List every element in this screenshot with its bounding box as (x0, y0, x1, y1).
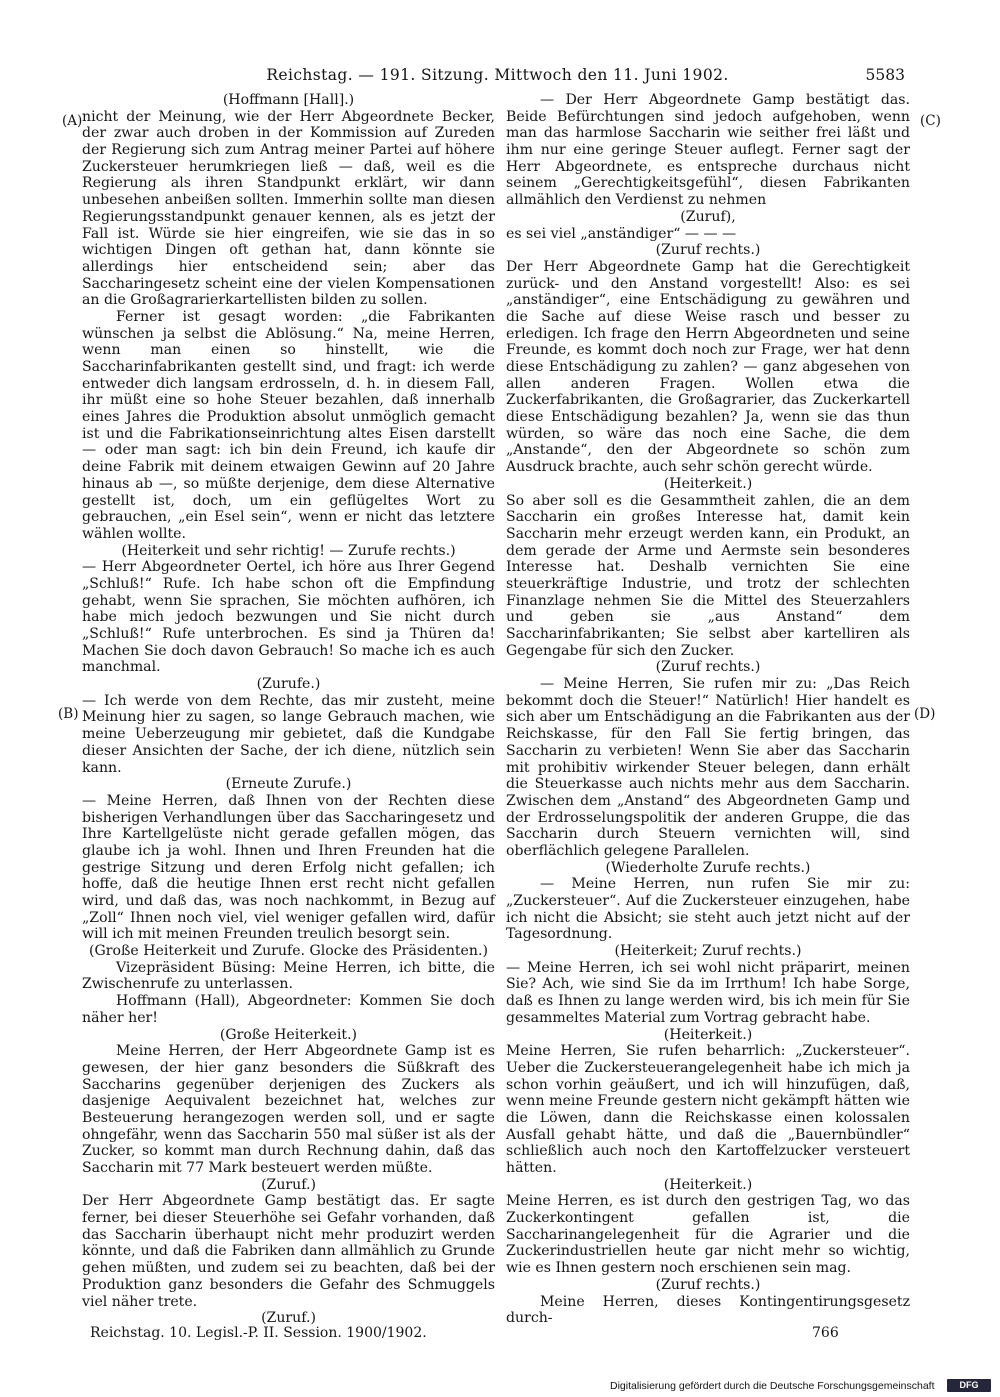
running-title: Reichstag. — 191. Sitzung. Mittwoch den 11. Juni 1902. (266, 66, 729, 84)
footer-session-info: Reichstag. 10. Legisl.-P. II. Session. 1900/1902. (90, 1325, 427, 1341)
interjection: (Heiterkeit; Zuruf rechts.) (614, 943, 802, 960)
paragraph: Meine Herren, der Herr Abgeordnete Gamp ist es gewesen, der hier ganz besonders die Süßkraft des Saccharins gegenüber derjenigen des Zuckers als dasjenige Aequivalent bezeichnet hat, welches zur Besteuerung herangezogen werden soll, und er sagte ohngefähr, wenn das Saccharin 550 mal süßer ist als der Zucker, so kommt man durch Rechnung dahin, daß das Saccharin mit 77 Mark besteuert werden müßte. (82, 1043, 495, 1176)
paragraph: — Meine Herren, Sie rufen mir zu: „Das Reich bekommt doch die Steuer!“ Natürlich! Hier handelt es sich aber um Entschädigung an die Fabrikanten aus der Reichskasse, für den Fall Sie fertig bringen, das Saccharin zu verbieten! Wenn Sie aber das Saccharin mit prohibitiv wirkender Steuer belegen, dann erhält die Steuerkasse auch nichts mehr aus dem Saccharin. Zwischen dem „Anstand“ des Abgeordneten Gamp und der Erdrosselungspolitik der anderen Gruppe, die das Saccharin durch Steuern vernichten will, sind oberflächlich gelegene Parallelen. (506, 676, 910, 859)
paragraph: Meine Herren, es ist durch den gestrigen Tag, wo das Zuckerkontingent gefallen ist, die Saccharinangelegenheit für die Agrarier und die Zuckerindustriellen heute gar nicht mehr so wichtig, wie es Ihnen gestern noch erschienen sein mag. (506, 1193, 910, 1277)
interjection: (Große Heiterkeit und Zurufe. Glocke des Präsidenten.) (89, 943, 488, 960)
interjection: (Zuruf rechts.) (655, 1276, 761, 1293)
speaker-paragraph: Hoffmann (Hall), Abgeordneter: Kommen Sie doch näher her! (82, 993, 495, 1026)
paragraph: — Meine Herren, daß Ihnen von der Rechten diese bisherigen Verhandlungen über das Saccharingesetz und Ihre Kartellgelüste nicht gerade gefallen mögen, das glaube ich ja wohl. Ihnen und Ihren Freunden hat die gestrige Sitzung und deren Erfolg nicht gefallen; ich hoffe, daß die heutige Ihnen erst recht nicht gefallen wird, und daß das, was noch nachkommt, in Bezug auf „Zoll“ Ihnen noch viel, viel weniger gefallen wird, dafür will ich mit meinen Freunden treulich besorgt sein. (82, 792, 495, 943)
interjection: (Wiederholte Zurufe rechts.) (605, 859, 811, 876)
paragraph: Der Herr Abgeordnete Gamp hat die Gerechtigkeit zurück- und den Anstand vorgestellt! Also: es sei „anständiger“, eine Entschädigung zu gewähren und die Sache auf diese Weise rasch und besser zu erledigen. Ich frage den Herrn Abgeordneten und seine Freunde, es kommt doch noch zur Frage, wer hat denn diese Entschädigung zu zahlen? — ganz abgesehen von allen anderen Fragen. Wollen etwa die Zuckerfabrikanten, die Großagrarier, das Zuckerkartell diese Entschädigung bezahlen? Ja, wenn sie das thun würden, so wäre das noch eine Sache, die dem „Anstande“, den der Abgeordnete so schön zum Ausdruck brachte, auch sehr schön gerecht würde. (506, 258, 910, 476)
speaker-paragraph: Vizepräsident Büsing: Meine Herren, ich bitte, die Zwischenrufe zu unterlassen. (82, 959, 495, 993)
paragraph: nicht der Meinung, wie der Herr Abgeordnete Becker, der zwar auch droben in der Kommission auf Zureden der Regierung sich zum Antrag meiner Partei auf höhere Zuckersteuer herumkriegen ließ — daß, weil es die Regierung als ihren Standpunkt erklärt, wir dann unbesehen anbeißen sollten. Immerhin sollte man diesen Regierungsstandpunkt genauer kennen, als es jetzt der Fall ist. Würde sie hier eingreifen, wie sie das in so wichtigen Dingen oft gethan hat, dann könnte sie allerdings hier entscheidend sein; aber das Saccharingesetz scheint eine der vielen Kompensationen an die Großagrarierkartellisten bilden zu sollen. (82, 108, 495, 309)
margin-letter-d: (D) (914, 706, 936, 722)
interjection: (Zuruf), (680, 208, 736, 225)
paragraph: — Meine Herren, nun rufen Sie mir zu: „Zuckersteuer“. Auf die Zuckersteuer einzugehen, habe ich nicht die Absicht; sie steht auch jetzt nicht auf der Tagesordnung. (506, 876, 910, 943)
interjection: (Heiterkeit.) (663, 1026, 753, 1043)
interjection: (Zuruf rechts.) (655, 242, 761, 259)
page-number: 5583 (865, 66, 905, 84)
paragraph: Meine Herren, dieses Kontingentirungsgesetz durch- (506, 1293, 910, 1327)
right-column (506, 92, 910, 1327)
page-header (90, 66, 905, 88)
paragraph: Der Herr Abgeordnete Gamp bestätigt das. Er sagte ferner, bei dieser Steuerhöhe sei Gefahr vorhanden, daß das Saccharin überhaupt nicht mehr produzirt werden könnte, und daß die Fabriken dann allmählich zu Grunde gehen müßten, und zudem sei zu beachten, daß bei der Produktion ganz besonders die Gefahr des Schmuggels viel näher trete. (82, 1193, 495, 1310)
interjection: (Heiterkeit.) (663, 1176, 753, 1193)
paragraph: Meine Herren, Sie rufen beharrlich: „Zuckersteuer“. Ueber die Zuckersteuerangelegenheit habe ich mich ja schon vorhin geäußert, und ich will hinzufügen, daß, wenn meine Freunde gestern nicht gekämpft hätten wie die Löwen, dann die Reichskasse einen kolossalen Ausfall gehabt hätte, und daß die „Bauernbündler“ schließlich auch noch den Kartoffelzucker versteuert hätten. (506, 1043, 910, 1176)
margin-letter-b: (B) (58, 706, 79, 722)
margin-letter-c: (C) (920, 113, 941, 129)
paragraph: — Der Herr Abgeordnete Gamp bestätigt das. Beide Befürchtungen sind jedoch aufgehoben, wenn man das harmlose Saccharin wie seither frei läßt und ihm nur eine geringe Steuer auflegt. Ferner sagt der Herr Abgeordnete, es entspreche durchaus nicht seinem „Gerechtigkeitsgefühl“, diesen Fabrikanten allmählich den Verdienst zu nehmen (506, 92, 910, 209)
interjection: (Erneute Zurufe.) (225, 776, 352, 793)
digitization-credit: Digitalisierung gefördert durch die Deutsche Forschungsgemeinschaft (610, 1380, 935, 1392)
paragraph: — Ich werde von dem Rechte, das mir zusteht, meine Meinung hier zu sagen, so lange Gebrauch machen, wie meine Ueberzeugung mir gebietet, daß die Kundgabe dieser Ansichten der Sache, der ich diene, nützlich sein kann. (82, 692, 495, 776)
interjection: (Heiterkeit.) (663, 475, 753, 492)
paragraph: — Herr Abgeordneter Oertel, ich höre aus Ihrer Gegend „Schluß!“ Rufe. Ich habe schon oft die Empfindung gehabt, wenn Sie sprachen, Sie möchten aufhören, ich habe mich jedoch bezwungen und Sie nicht durch „Schluß!“ Rufe unterbrochen. Es sind ja Thüren da! Machen Sie doch davon Gebrauch! So mache ich es auch manchmal. (82, 559, 495, 676)
interjection: (Große Heiterkeit.) (219, 1026, 358, 1043)
footer-sheet-number: 766 (812, 1325, 839, 1341)
paragraph: — Meine Herren, ich sei wohl nicht präparirt, meinen Sie? Ach, wie sind Sie da im Irrthum! Ich habe Sorge, daß es Ihnen zu lange werden wird, bis ich mein für Sie gesammeltes Material zum Vortrag gebracht habe. (506, 959, 910, 1026)
interjection: (Zurufe.) (256, 676, 321, 693)
dfg-logo-icon: DFG (947, 1379, 991, 1392)
paragraph: So aber soll es die Gesammtheit zahlen, die an dem Saccharin ein großes Interesse hat, damit kein Saccharin mehr erzeugt werden kann, ein Produkt, an dem gerade der Arme und Aermste sein besonderes Interesse hat. Deshalb vernichten Sie eine steuerkräftige Industrie, und trotz der schlechten Finanzlage nehmen Sie die Mittel des Steuerzahlers und geben sie „aus Anstand“ dem Saccharinfabrikanten; Sie selbst aber kartelliren als Gegengabe für sich den Zucker. (506, 492, 910, 659)
interjection: (Zuruf.) (261, 1176, 316, 1193)
speaker-continuation: (Hoffmann [Hall].) (222, 92, 355, 108)
paragraph: Ferner ist gesagt worden: „die Fabrikanten wünschen ja selbst die Ablösung.“ Na, meine Herren, wenn man einen so hinstellt, wie die Saccharinfabrikanten gestellt sind, und fragt: ich werde entweder dich langsam erdrosseln, d. h. in diesem Fall, ihr müßt eine so hohe Steuer bezahlen, daß innerhalb eines Jahres die Produktion absolut unmöglich gemacht ist und die Fabrikationseinrichtung altes Eisen darstellt — oder man sagt: ich bin dein Freund, ich kaufe dir deine Fabrik mit deinem etwaigen Gewinn auf 20 Jahre hinaus ab —, so müßte derjenige, dem diese Alternative gestellt ist, doch, um ein geflügeltes Wort zu gebrauchen, „ein Esel sein“, wenn er nicht das letztere wählen wollte. (82, 308, 495, 542)
interjection: (Zuruf.) (261, 1310, 316, 1327)
margin-letter-a: (A) (62, 113, 83, 129)
left-column (82, 92, 495, 1327)
interjection: (Heiterkeit und sehr richtig! — Zurufe rechts.) (121, 542, 456, 559)
paragraph: es sei viel „anständiger“ — — — (506, 225, 737, 242)
interjection: (Zuruf rechts.) (655, 659, 761, 676)
